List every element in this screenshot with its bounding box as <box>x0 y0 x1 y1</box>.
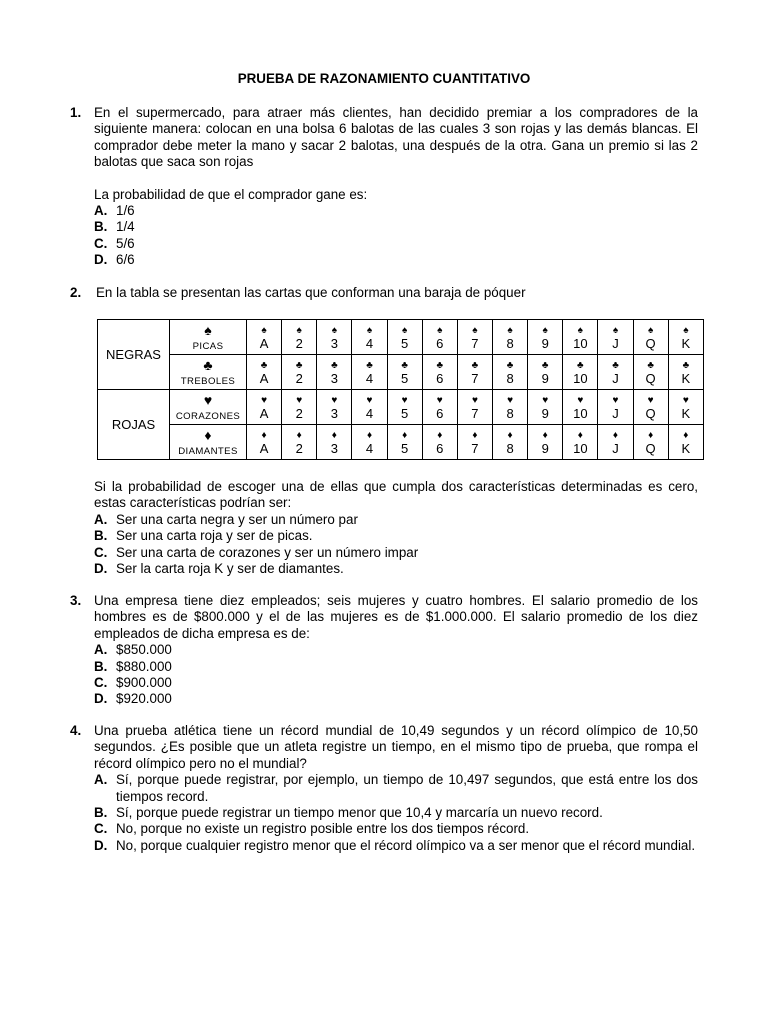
card-cell <box>492 320 527 355</box>
suit-name: CORAZONES <box>175 410 241 422</box>
card-suit-icon: ♠ <box>296 325 302 336</box>
card-cell <box>247 390 282 425</box>
card-suit-icon: ♠ <box>612 325 619 336</box>
card-suit-icon: ♣ <box>366 360 373 371</box>
option-letter: A. <box>94 511 108 527</box>
option-letter: D. <box>94 691 108 707</box>
card-rank: 6 <box>436 371 444 386</box>
suit-row <box>98 355 704 390</box>
suit-row <box>98 320 704 355</box>
question-1 <box>70 105 698 269</box>
option-letter: D. <box>94 252 108 268</box>
card-rank: 2 <box>295 371 303 386</box>
card-rank: 5 <box>401 441 409 456</box>
card-cell <box>317 390 352 425</box>
question-3 <box>70 593 698 708</box>
option-d <box>70 691 698 707</box>
card-rank: 4 <box>365 406 374 421</box>
option-b <box>70 528 698 544</box>
card-cell <box>457 390 492 425</box>
card-cell <box>457 425 492 460</box>
suit-row <box>98 390 704 425</box>
option-text: Ser la carta roja K y ser de diamantes. <box>116 561 344 577</box>
card-cell <box>317 355 352 390</box>
card-suit-icon: ♦ <box>648 430 654 441</box>
option-letter: D. <box>94 561 108 577</box>
card-cell <box>387 355 422 390</box>
option-letter: C. <box>94 544 108 560</box>
option-text: $850.000 <box>116 642 172 658</box>
card-rank: 4 <box>365 441 374 456</box>
card-suit-icon: ♠ <box>331 325 337 336</box>
card-suit-icon: ♦ <box>542 430 548 441</box>
page-title: PRUEBA DE RAZONAMIENTO CUANTITATIVO <box>237 71 531 86</box>
question-2-options <box>70 479 698 577</box>
option-c <box>70 236 698 252</box>
option-b <box>70 805 698 821</box>
card-suit-icon: ♥ <box>542 395 549 406</box>
card-suit-icon: ♦ <box>296 430 302 441</box>
card-rank: J <box>612 371 619 386</box>
card-rank: 7 <box>471 406 479 421</box>
card-suit-icon: ♣ <box>295 360 303 371</box>
suit-symbol-icon: ♥ <box>203 391 213 408</box>
card-suit-icon: ♣ <box>331 360 338 371</box>
card-cell <box>528 425 563 460</box>
option-text: Ser una carta negra y ser un número par <box>116 511 358 527</box>
card-cell <box>598 355 633 390</box>
card-rank: 9 <box>541 336 549 351</box>
card-rank: 5 <box>401 336 409 351</box>
card-suit-icon: ♥ <box>577 395 584 406</box>
option-letter: A. <box>94 642 108 658</box>
card-suit-icon: ♦ <box>577 430 583 441</box>
card-suit-icon: ♥ <box>296 395 303 406</box>
card-cell <box>387 425 422 460</box>
card-rank: 3 <box>330 336 338 351</box>
suit-header <box>170 320 247 355</box>
card-cell <box>633 390 668 425</box>
question-number: 1. <box>70 105 82 120</box>
card-cell <box>668 320 703 355</box>
card-rank: 9 <box>541 406 549 421</box>
card-cell <box>282 320 317 355</box>
option-text: $920.000 <box>116 691 172 707</box>
option-a <box>70 642 698 658</box>
suit-header <box>170 355 247 390</box>
card-suit-icon: ♣ <box>541 360 549 371</box>
card-rank: Q <box>645 406 656 421</box>
card-suit-icon: ♦ <box>612 430 619 441</box>
card-rank: 10 <box>573 406 588 421</box>
card-rank: 7 <box>471 336 479 351</box>
card-rank: 9 <box>541 371 549 386</box>
question-text: Una prueba atlética tiene un récord mundial de 10,49 segundos y un récord olímpico de 10,50 segundos. ¿Es posible que un atleta registre un tiempo, en el mismo tipo de prueba, que rompa el récord olímpico pero no el mundial? <box>94 723 698 771</box>
card-suit-icon: ♥ <box>647 395 654 406</box>
option-letter: B. <box>94 528 108 544</box>
card-rank: K <box>681 406 691 421</box>
suit-name: TREBOLES <box>180 375 236 387</box>
card-cell <box>528 390 563 425</box>
card-rank: J <box>612 441 619 456</box>
card-suit-icon: ♦ <box>437 430 443 441</box>
option-text: Sí, porque puede registrar un tiempo menor que 10,4 y marcaría un nuevo record. <box>116 805 603 821</box>
card-rank: 9 <box>541 441 549 456</box>
card-suit-icon: ♠ <box>437 325 443 336</box>
card-suit-icon: ♦ <box>472 430 478 441</box>
color-group-label: NEGRAS <box>98 320 170 390</box>
card-rank: 6 <box>436 441 444 456</box>
card-cell <box>598 425 633 460</box>
suit-header <box>170 425 247 460</box>
question-2 <box>70 285 698 301</box>
card-suit-icon: ♥ <box>331 395 338 406</box>
card-suit-icon: ♥ <box>366 395 373 406</box>
option-letter: B. <box>94 219 108 235</box>
card-cell <box>633 320 668 355</box>
option-d <box>70 838 698 854</box>
card-cell <box>422 355 457 390</box>
card-cell <box>247 425 282 460</box>
option-b <box>70 219 698 235</box>
suit-symbol-icon: ♦ <box>204 426 212 443</box>
option-c <box>70 545 698 561</box>
card-rank: 2 <box>295 336 303 351</box>
card-suit-icon: ♥ <box>471 395 478 406</box>
option-letter: C. <box>94 675 108 691</box>
suit-symbol-icon: ♠ <box>204 321 212 338</box>
card-suit-icon: ♣ <box>647 360 654 371</box>
card-rank: 4 <box>365 371 374 386</box>
suit-row <box>98 425 704 460</box>
card-cell <box>457 355 492 390</box>
card-suit-icon: ♦ <box>261 430 267 441</box>
color-group-label: ROJAS <box>98 390 170 460</box>
option-d <box>70 252 698 268</box>
card-suit-icon: ♥ <box>507 395 514 406</box>
option-letter: D. <box>94 837 108 853</box>
card-cell <box>668 425 703 460</box>
card-rank: K <box>681 441 691 456</box>
card-suit-icon: ♥ <box>261 395 268 406</box>
option-letter: C. <box>94 235 108 251</box>
card-suit-icon: ♣ <box>401 360 408 371</box>
card-cell <box>352 355 387 390</box>
card-rank: 7 <box>471 441 479 456</box>
card-rank: K <box>681 371 691 386</box>
card-rank: 10 <box>573 336 588 351</box>
option-d <box>70 561 698 577</box>
card-suit-icon: ♦ <box>402 430 408 441</box>
card-cell <box>422 425 457 460</box>
card-cell <box>387 320 422 355</box>
option-text: $880.000 <box>116 658 172 674</box>
option-letter: A. <box>94 772 108 788</box>
option-text: Sí, porque puede registrar, por ejemplo, un tiempo de 10,497 segundos, que está entre los dos tiempos record. <box>116 772 698 804</box>
card-suit-icon: ♠ <box>366 325 373 336</box>
card-rank: Q <box>645 441 656 456</box>
card-cell <box>563 390 598 425</box>
card-cell <box>492 355 527 390</box>
option-a <box>70 512 698 528</box>
card-suit-icon: ♣ <box>682 360 690 371</box>
card-rank: A <box>259 441 269 456</box>
card-suit-icon: ♠ <box>577 325 583 336</box>
card-cell <box>457 320 492 355</box>
card-rank: 7 <box>471 371 479 386</box>
card-cell <box>352 425 387 460</box>
card-cell <box>282 355 317 390</box>
option-letter: B. <box>94 658 108 674</box>
card-rank: A <box>259 406 269 421</box>
card-cell <box>422 390 457 425</box>
card-cell <box>492 425 527 460</box>
card-rank: 8 <box>506 371 514 386</box>
card-rank: 10 <box>573 441 588 456</box>
card-suit-icon: ♠ <box>401 325 408 336</box>
card-cell <box>282 390 317 425</box>
card-cell <box>247 355 282 390</box>
card-suit-icon: ♥ <box>612 395 619 406</box>
question-text: En la tabla se presentan las cartas que conforman una baraja de póquer <box>96 285 526 300</box>
option-text: 6/6 <box>116 252 135 268</box>
card-suit-icon: ♣ <box>436 360 444 371</box>
card-suit-icon: ♣ <box>612 360 619 371</box>
card-suit-icon: ♠ <box>261 325 267 336</box>
card-cell <box>282 425 317 460</box>
card-rank: Q <box>645 336 656 351</box>
option-text: 5/6 <box>116 235 135 251</box>
question-number: 4. <box>70 723 82 738</box>
option-text: 1/6 <box>116 203 135 219</box>
card-cell <box>247 320 282 355</box>
card-cell <box>598 390 633 425</box>
card-rank: 8 <box>506 336 514 351</box>
option-b <box>70 659 698 675</box>
option-text: No, porque no existe un registro posible entre los dos tiempos récord. <box>116 821 530 837</box>
card-cell <box>528 320 563 355</box>
option-text: 1/4 <box>116 219 135 235</box>
card-cell <box>563 355 598 390</box>
card-cell <box>352 320 387 355</box>
card-suit-icon: ♥ <box>401 395 408 406</box>
card-suit-icon: ♥ <box>682 395 689 406</box>
question-text: Una empresa tiene diez empleados; seis mujeres y cuatro hombres. El salario promedio de los hombres es de $800.000 y el de las mujeres es de $1.000.000. El salario promedio de los diez empleados de dicha empresa es de: <box>94 593 698 641</box>
suit-name: PICAS <box>192 340 224 352</box>
card-cell <box>598 320 633 355</box>
card-cell <box>563 320 598 355</box>
option-letter: C. <box>94 821 108 837</box>
card-suit-icon: ♠ <box>647 325 654 336</box>
question-4 <box>70 723 698 854</box>
card-suit-icon: ♦ <box>507 430 513 441</box>
card-cell <box>492 390 527 425</box>
option-letter: A. <box>94 203 108 219</box>
card-rank: 10 <box>573 371 588 386</box>
card-suit-icon: ♦ <box>366 430 373 441</box>
card-cell <box>352 390 387 425</box>
option-a <box>70 203 698 219</box>
card-rank: 6 <box>436 406 444 421</box>
card-suit-icon: ♣ <box>471 360 479 371</box>
card-rank: 4 <box>365 336 374 351</box>
card-rank: 2 <box>295 441 303 456</box>
option-text: Ser una carta de corazones y ser un número impar <box>116 544 419 560</box>
card-suit-icon: ♣ <box>260 360 268 371</box>
card-rank: Q <box>645 371 656 386</box>
card-rank: 3 <box>330 371 338 386</box>
card-cell <box>528 355 563 390</box>
option-text: $900.000 <box>116 675 172 691</box>
card-rank: 3 <box>330 406 338 421</box>
card-cell <box>422 320 457 355</box>
card-suit-icon: ♠ <box>542 325 548 336</box>
card-rank: K <box>681 336 691 351</box>
card-rank: J <box>612 406 619 421</box>
card-suit-icon: ♥ <box>436 395 443 406</box>
option-text: No, porque cualquier registro menor que el récord olímpico va a ser menor que el récord mundial. <box>116 837 696 853</box>
card-cell <box>633 355 668 390</box>
card-cell <box>317 320 352 355</box>
card-cell <box>668 390 703 425</box>
card-rank: 8 <box>506 441 514 456</box>
suit-header <box>170 390 247 425</box>
question-number: 2. <box>70 285 82 300</box>
suit-symbol-icon: ♣ <box>203 356 213 373</box>
card-rank: 6 <box>436 336 444 351</box>
card-cell <box>387 390 422 425</box>
card-suit-icon: ♣ <box>577 360 584 371</box>
card-cell <box>668 355 703 390</box>
card-rank: 8 <box>506 406 514 421</box>
suit-name: DIAMANTES <box>178 445 238 457</box>
card-suit-icon: ♠ <box>507 325 513 336</box>
card-cell <box>633 425 668 460</box>
card-deck-table <box>97 319 704 460</box>
card-rank: J <box>612 336 619 351</box>
card-cell <box>317 425 352 460</box>
card-rank: A <box>259 336 269 351</box>
option-text: Ser una carta roja y ser de picas. <box>116 528 313 544</box>
card-rank: A <box>259 371 269 386</box>
card-rank: 5 <box>401 371 409 386</box>
option-c <box>70 821 698 837</box>
card-rank: 3 <box>330 441 338 456</box>
question-text: En el supermercado, para atraer más clientes, han decidido premiar a los compradores de la siguiente manera: colocan en una bolsa 6 balotas de las cuales 3 son rojas y las demás blancas. El comprador debe meter la mano y sacar 2 balotas, una después de la otra. Gana un premio si las 2 balotas que saca son rojas <box>94 105 698 170</box>
option-c <box>70 675 698 691</box>
card-cell <box>563 425 598 460</box>
question-number: 3. <box>70 593 82 608</box>
question-prompt: La probabilidad de que el comprador gane es: <box>94 186 368 202</box>
card-suit-icon: ♦ <box>683 430 689 441</box>
card-suit-icon: ♦ <box>331 430 337 441</box>
card-rank: 2 <box>295 406 303 421</box>
option-letter: B. <box>94 805 108 821</box>
card-suit-icon: ♠ <box>683 325 689 336</box>
question-prompt: Si la probabilidad de escoger una de ellas que cumpla dos características determinadas es cero, estas características podrían ser: <box>94 479 698 511</box>
card-rank: 5 <box>401 406 409 421</box>
card-suit-icon: ♠ <box>472 325 478 336</box>
card-suit-icon: ♣ <box>506 360 514 371</box>
option-a <box>70 772 698 805</box>
